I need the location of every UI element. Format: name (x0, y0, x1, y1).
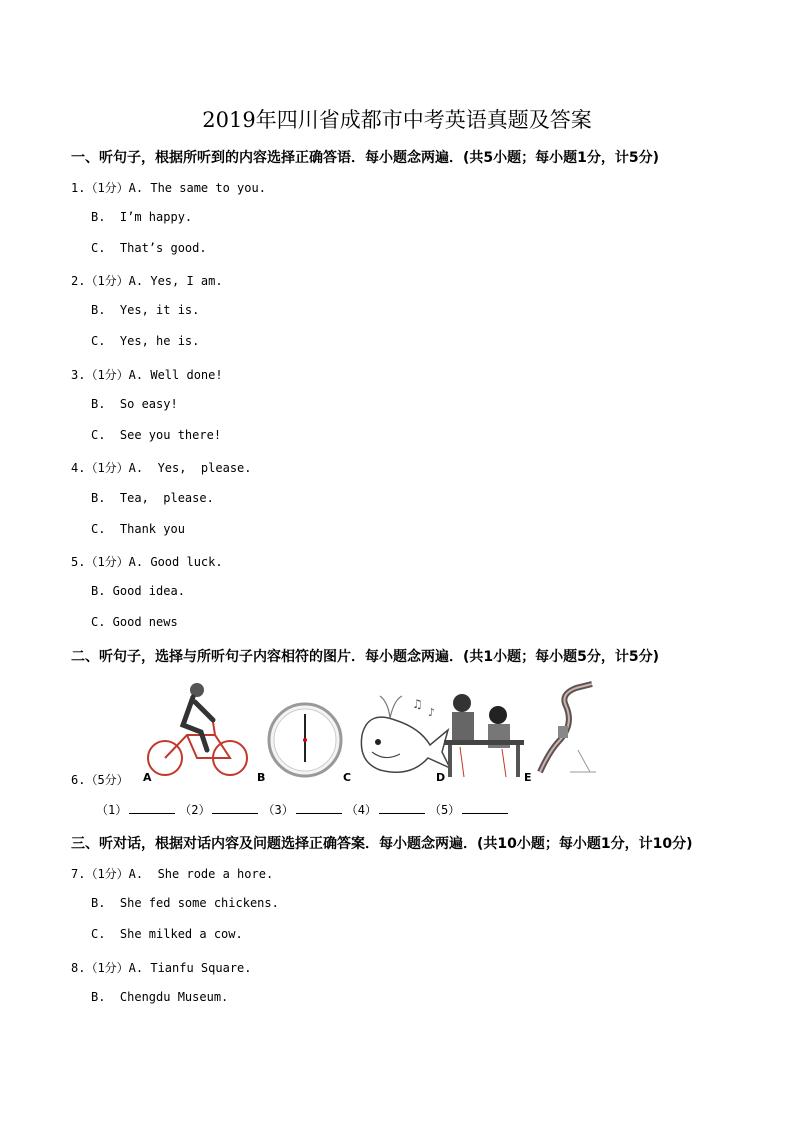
picture-strip (135, 680, 605, 785)
picture-label-e: E (524, 771, 532, 784)
blank-3-label: （3） (262, 803, 294, 817)
blank-5-label: （5） (428, 803, 461, 817)
question-5: 5.（1分）A. Good luck. (71, 555, 223, 569)
section-3-heading: 三、听对话，根据对话内容及问题选择正确答案．每小题念两遍．(共10小题；每小题1分，计10分) (71, 836, 693, 852)
svg-text:♫: ♫ (412, 697, 423, 711)
bicycle-rider-picture (135, 680, 260, 780)
svg-text:♪: ♪ (428, 706, 436, 719)
question-3: 3.（1分）A. Well done! (71, 368, 223, 382)
students-studying-picture (440, 685, 530, 780)
question-4-option-b: B. Tea, please. (91, 491, 214, 505)
question-2: 2.（1分）A. Yes, I am. (71, 274, 223, 288)
picture-label-d: D (436, 771, 446, 784)
section-2-heading: 二、听句子，选择与所听句子内容相符的图片．每小题念两遍．(共1小题；每小题5分，计5分) (71, 649, 660, 665)
picture-label-a: A (143, 771, 152, 784)
question-1-option-b: B. I’m happy. (91, 210, 193, 224)
blank-2[interactable] (212, 802, 258, 814)
question-3-option-b: B. So easy! (91, 397, 178, 411)
question-7: 7.（1分）A. She rode a hore. (71, 867, 274, 881)
question-7-option-b: B. She fed some chickens. (91, 896, 279, 910)
blank-5[interactable] (462, 802, 508, 814)
question-8-option-b: B. Chengdu Museum. (91, 990, 229, 1004)
question-3-option-c: C. See you there! (91, 428, 222, 442)
blank-1-label: （1） (96, 803, 128, 817)
question-4-option-c: C. Thank you (91, 522, 185, 536)
question-4: 4.（1分）A. Yes, please. (71, 461, 252, 475)
question-6: 6.（5分） (71, 773, 129, 787)
section-1-heading: 一、听句子，根据所听到的内容选择正确答语．每小题念两遍．(共5小题；每小题1分，计5分) (71, 150, 660, 166)
page-title: 2019年四川省成都市中考英语真题及答案 (202, 108, 592, 132)
picture-label-c: C (343, 771, 352, 784)
blank-4-label: （4） (345, 803, 377, 817)
question-7-option-c: C. She milked a cow. (91, 927, 243, 941)
question-1: 1.（1分）A. The same to you. (71, 181, 266, 195)
question-5-option-c: C. Good news (91, 615, 178, 629)
clock-picture (265, 700, 345, 780)
answer-blanks-row (96, 801, 512, 818)
blank-3[interactable] (296, 802, 342, 814)
picture-label-b: B (257, 771, 266, 784)
question-2-option-c: C. Yes, he is. (91, 334, 200, 348)
question-5-option-b: B. Good idea. (91, 584, 185, 598)
question-2-option-b: B. Yes, it is. (91, 303, 200, 317)
question-1-option-c: C. That’s good. (91, 241, 207, 255)
great-wall-picture (530, 680, 605, 780)
blank-2-label: （2） (179, 803, 211, 817)
blank-1[interactable] (129, 802, 175, 814)
question-8: 8.（1分）A. Tianfu Square. (71, 961, 252, 975)
blank-4[interactable] (379, 802, 425, 814)
